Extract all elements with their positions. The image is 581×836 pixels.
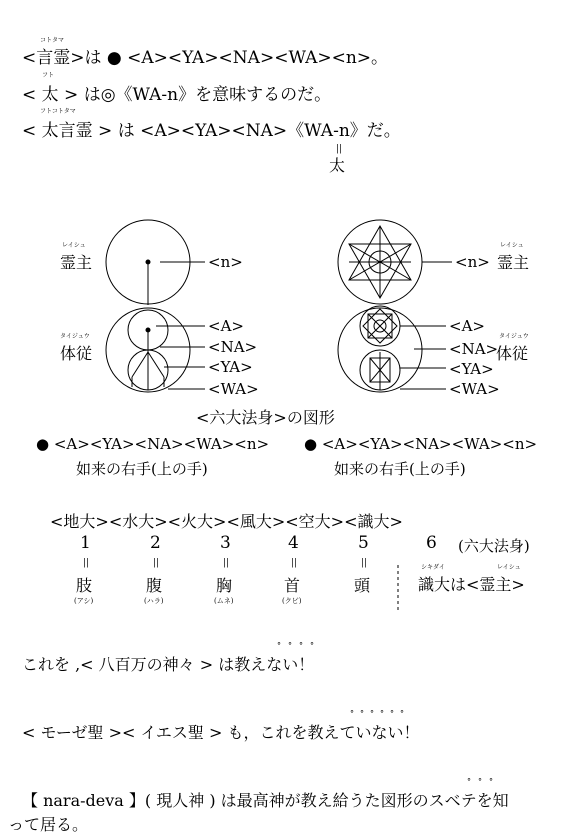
right-reishu-ruby: レイシュ	[500, 242, 524, 249]
eq-5: ||	[361, 558, 368, 568]
line-kototama: <言霊>は ● <A><YA><NA><WA><n>。	[22, 48, 389, 68]
shiki-ruby: シキダイ	[421, 564, 445, 571]
left-reishu-ruby: レイシュ	[62, 242, 86, 249]
eq-3: ||	[223, 558, 230, 568]
diagram-caption: <六大法身>の図形	[196, 408, 335, 427]
number-3: 3	[220, 533, 231, 553]
left-label-a: <A>	[208, 317, 244, 335]
kototama-ruby: コトタマ	[40, 37, 65, 44]
right-taiju: 体従	[496, 344, 529, 363]
line-futo: < 太 > は◎《WA-n》を意味するのだ。	[22, 85, 332, 105]
right-taiju-ruby: タイジュウ	[499, 333, 529, 340]
eq-1: ||	[83, 558, 90, 568]
emph-dots-3: °°°	[467, 777, 500, 786]
left-label-na: <NA>	[208, 338, 258, 356]
part-hara: 腹	[146, 576, 163, 595]
left-sequence: ● <A><YA><NA><WA><n>	[36, 435, 270, 453]
right-label-na: <NA>	[449, 340, 499, 358]
elements-header: <地大><水大><火大><風大><空大><識大>	[50, 512, 403, 531]
paragraph-2: < モーゼ聖 >< イエス聖 > も，これを教えていない！	[22, 723, 420, 742]
part-mune-ruby: (ムネ)	[214, 597, 234, 605]
part-ashi: 肢	[76, 576, 93, 595]
paragraph-3b: って居る。	[8, 815, 89, 834]
right-reishu: 霊主	[497, 253, 530, 272]
paragraph-3a: 【 nara-deva 】( 現人神 ) は最高神が教え給うた図形のスベテを知	[22, 791, 509, 810]
shiki-ruby2: レイシュ	[497, 564, 521, 571]
left-center-dot	[146, 260, 150, 264]
left-label-wa: <WA>	[208, 380, 259, 398]
right-label-ya: <YA>	[449, 360, 494, 378]
futokototama-ruby: フトコトタマ	[40, 108, 76, 115]
part-atama: 頭	[354, 576, 371, 595]
left-figure	[106, 220, 190, 392]
left-label-n: <n>	[208, 253, 243, 271]
number-6: 6	[426, 533, 437, 553]
futo-sub: 太	[329, 156, 346, 175]
eq-2: ||	[153, 558, 160, 568]
number-4: 4	[288, 533, 299, 553]
number-2: 2	[150, 533, 161, 553]
six-note: (六大法身)	[458, 537, 530, 555]
part-hara-ruby: (ハラ)	[144, 597, 164, 605]
number-1: 1	[80, 533, 91, 553]
eq-4: ||	[291, 558, 298, 568]
left-taiju: 体従	[60, 344, 93, 363]
emph-dots-2: °°°°°°	[350, 709, 410, 718]
paragraph-1: これを ,< 八百万の神々 > は教えない！	[22, 655, 315, 674]
left-label-ya: <YA>	[208, 358, 253, 376]
shiki-line: 識大は<霊主>	[418, 575, 525, 594]
equal-mark: ||	[336, 144, 343, 154]
right-sub: 如来の右手(上の手)	[334, 460, 466, 478]
right-figure	[338, 220, 422, 392]
left-taiju-ruby: タイジュウ	[60, 333, 90, 340]
right-label-a: <A>	[449, 317, 485, 335]
futo-ruby: フト	[42, 72, 55, 79]
emph-dots-1: °°°°	[277, 641, 321, 650]
part-kubi: 首	[284, 576, 301, 595]
left-sub: 如来の右手(上の手)	[76, 460, 208, 478]
number-5: 5	[358, 533, 369, 553]
line-futokototama: < 太言霊 > は <A><YA><NA>《WA-n》だ。	[22, 121, 401, 141]
part-mune: 胸	[216, 576, 233, 595]
part-kubi-ruby: (クビ)	[282, 597, 302, 605]
left-reishu: 霊主	[60, 253, 93, 272]
right-label-n: <n>	[455, 253, 490, 271]
right-sequence: ● <A><YA><NA><WA><n>	[304, 435, 538, 453]
right-label-wa: <WA>	[449, 380, 500, 398]
part-ashi-ruby: (アシ)	[74, 597, 94, 605]
